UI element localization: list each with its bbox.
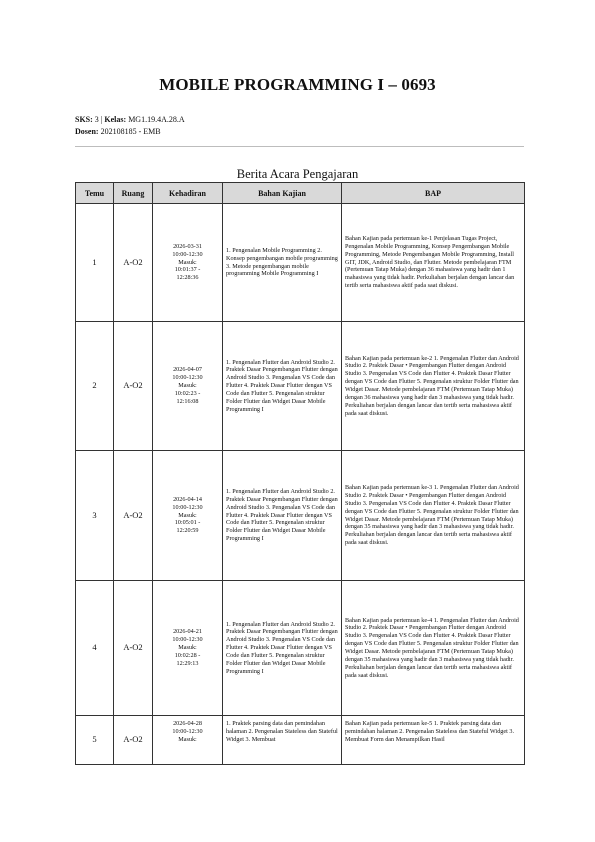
attendance-date: 2026-03-31 [173, 242, 202, 250]
cell-bahan-kajian: 1. Praktek parsing data dan pemindahan halaman 2. Pengenalan Stateless dan Stateful Widget 3. Membuat [223, 716, 342, 765]
attendance-in: 10:01:37 - [174, 266, 201, 274]
table-row [76, 581, 525, 716]
sks-label: SKS: [75, 115, 93, 124]
attendance-label: Masuk: [178, 644, 197, 652]
attendance-date: 2026-04-07 [173, 366, 202, 374]
cell-ruang: A-O2 [114, 716, 153, 765]
divider [75, 146, 524, 147]
cell-kehadiran [153, 322, 223, 451]
cell-kehadiran [153, 204, 223, 322]
cell-bahan-kajian: 1. Pengenalan Flutter dan Android Studio 2. Praktek Dasar Pengembangan Flutter dengan Android Studio 3. Pengenalan VS Code dan Flutter 4. Praktek Dasar Flutter dengan VS Code dan Flutter 5. Pengenalan struktur Folder Flutter dan Widget Dasar Mobile Programming I [223, 322, 342, 451]
separator: | [100, 115, 103, 124]
attendance-time: 10:00-12:30 [172, 503, 203, 511]
header-bap: BAP [342, 183, 525, 204]
dosen-label: Dosen: [75, 127, 99, 136]
header-temu: Temu [76, 183, 114, 204]
attendance-in: 10:02:28 - [174, 651, 201, 659]
table-row [76, 204, 525, 322]
attendance-label: Masuk: [178, 735, 197, 743]
section-title: Berita Acara Pengajaran [236, 167, 359, 181]
attendance-label: Masuk: [178, 258, 197, 266]
cell-ruang: A-O2 [114, 581, 153, 716]
cell-ruang: A-O2 [114, 451, 153, 581]
cell-temu: 4 [76, 581, 114, 716]
cell-temu: 3 [76, 451, 114, 581]
table-row [76, 451, 525, 581]
cell-temu: 2 [76, 322, 114, 451]
attendance-out: 12:16:08 [176, 397, 199, 405]
table-row [76, 716, 525, 765]
cell-kehadiran [153, 581, 223, 716]
attendance-in: 10:05:01 - [174, 519, 201, 527]
cell-bap: Bahan Kajian pada pertemuan ke-4 1. Pengenalan Flutter dan Android Studio 2. Praktek Dasar • Pengembangan Flutter dengan Android Studio 3. Pengenalan VS Code dan Flutter 4. Praktek Dasar Flutter dengan VS Code dan Flutter 5. Pengenalan struktur Folder Flutter dan Widget Dasar. Metode pembelajaran FTM (Pertemuan Tatap Muka) dengan 35 mahasiswa yang hadir dan 3 mahasiswa yang tidak hadir. Perkuliahan berjalan dengan lancar dan tertib serta mahasiswa aktif pada saat diskusi. [342, 581, 525, 716]
cell-bap: Bahan Kajian pada pertemuan ke-5 1. Praktek parsing data dan pemindahan halaman 2. Pengenalan Stateless dan Stateful Widget 3. Membuat Form dan Menampilkan Hasil [342, 716, 525, 765]
cell-bap: Bahan Kajian pada pertemuan ke-3 1. Pengenalan Flutter dan Android Studio 2. Praktek Dasar • Pengembangan Flutter dengan Android Studio 3. Pengenalan VS Code dan Flutter 4. Praktek Dasar Flutter dengan VS Code dan Flutter 5. Pengenalan struktur Folder Flutter dan Widget Dasar. Metode pembelajaran FTM (Pertemuan Tatap Muka) dengan 35 mahasiswa yang hadir dan 3 mahasiswa yang tidak hadir. Perkuliahan berjalan dengan lancar dan tertib serta mahasiswa aktif pada saat diskusi. [342, 451, 525, 581]
cell-kehadiran [153, 451, 223, 581]
dosen-value: 202108185 - EMB [100, 127, 161, 136]
cell-bahan-kajian: 1. Pengenalan Flutter dan Android Studio 2. Praktek Dasar Pengembangan Flutter dengan Android Studio 3. Pengenalan VS Code dan Flutter 4. Praktek Dasar Flutter dengan VS Code dan Flutter 5. Pengenalan struktur Folder Flutter dan Widget Dasar Mobile Programming I [223, 451, 342, 581]
cell-bap: Bahan Kajian pada pertemuan ke-1 Penjelasan Tugas Project, Pengenalan Mobile Programming, Konsep Pengembangan Mobile Programming, Metode Pengembangan Mobile Programming, Install GIT, JDK, Android Studio, dan Flutter. Metode pembelajaran FTM (Pertemuan Tatap Muka) dengan 36 mahasiswa yang hadir dan 1 mahasiswa yang tidak hadir. Perkuliahan berjalan dengan lancar dan tertib serta mahasiswa aktif pada saat diskusi. [342, 204, 525, 322]
attendance-time: 10:00-12:30 [172, 374, 203, 382]
attendance-label: Masuk: [178, 382, 197, 390]
cell-bap: Bahan Kajian pada pertemuan ke-2 1. Pengenalan Flutter dan Android Studio 2. Praktek Dasar • Pengembangan Flutter dengan Android Studio 3. Pengenalan VS Code dan Flutter 4. Praktek Dasar Flutter dengan VS Code dan Flutter 5. Pengenalan struktur Folder Flutter dan Widget Dasar. Metode pembelajaran FTM (Pertemuan Tatap Muka) dengan 36 mahasiswa yang hadir dan 3 mahasiswa yang tidak hadir. Perkuliahan berjalan dengan lancar dan tertib serta mahasiswa aktif pada saat diskusi. [342, 322, 525, 451]
cell-kehadiran [153, 716, 223, 765]
attendance-date: 2026-04-14 [173, 495, 202, 503]
kelas-value: MG1.19.4A.28.A [128, 115, 185, 124]
attendance-date: 2026-04-21 [173, 628, 202, 636]
page-title: MOBILE PROGRAMMING I – 0693 [159, 75, 436, 94]
attendance-out: 12:20:59 [176, 527, 199, 535]
lecturer-info-line [75, 127, 161, 137]
table-row [76, 322, 525, 451]
cell-bahan-kajian: 1. Pengenalan Flutter dan Android Studio 2. Praktek Dasar Pengembangan Flutter dengan Android Studio 3. Pengenalan VS Code dan Flutter 4. Praktek Dasar Flutter dengan VS Code dan Flutter 5. Pengenalan struktur Folder Flutter dan Widget Dasar Mobile Programming I [223, 581, 342, 716]
cell-ruang: A-O2 [114, 322, 153, 451]
kelas-label: Kelas: [104, 115, 127, 124]
attendance-out: 12:28:36 [176, 274, 199, 282]
attendance-label: Masuk: [178, 511, 197, 519]
course-info-line [75, 115, 185, 125]
cell-temu: 5 [76, 716, 114, 765]
teaching-report-table [75, 182, 525, 765]
header-bahan-kajian: Bahan Kajian [223, 183, 342, 204]
cell-bahan-kajian: 1. Pengenalan Mobile Programming 2. Konsep pengembangan mobile programming 3. Metode pengembangan mobile programming Mobile Programming I [223, 204, 342, 322]
header-ruang: Ruang [114, 183, 153, 204]
table-header-row [76, 183, 525, 204]
attendance-time: 10:00-12:30 [172, 636, 203, 644]
attendance-date: 2026-04-28 [173, 720, 202, 727]
cell-ruang: A-O2 [114, 204, 153, 322]
attendance-out: 12:29:13 [176, 659, 199, 667]
attendance-time: 10:00-12:30 [172, 727, 203, 735]
attendance-in: 10:02:23 - [174, 389, 201, 397]
cell-temu: 1 [76, 204, 114, 322]
sks-value: 3 [94, 115, 99, 124]
attendance-time: 10:00-12:30 [172, 250, 203, 258]
header-kehadiran: Kehadiran [153, 183, 223, 204]
